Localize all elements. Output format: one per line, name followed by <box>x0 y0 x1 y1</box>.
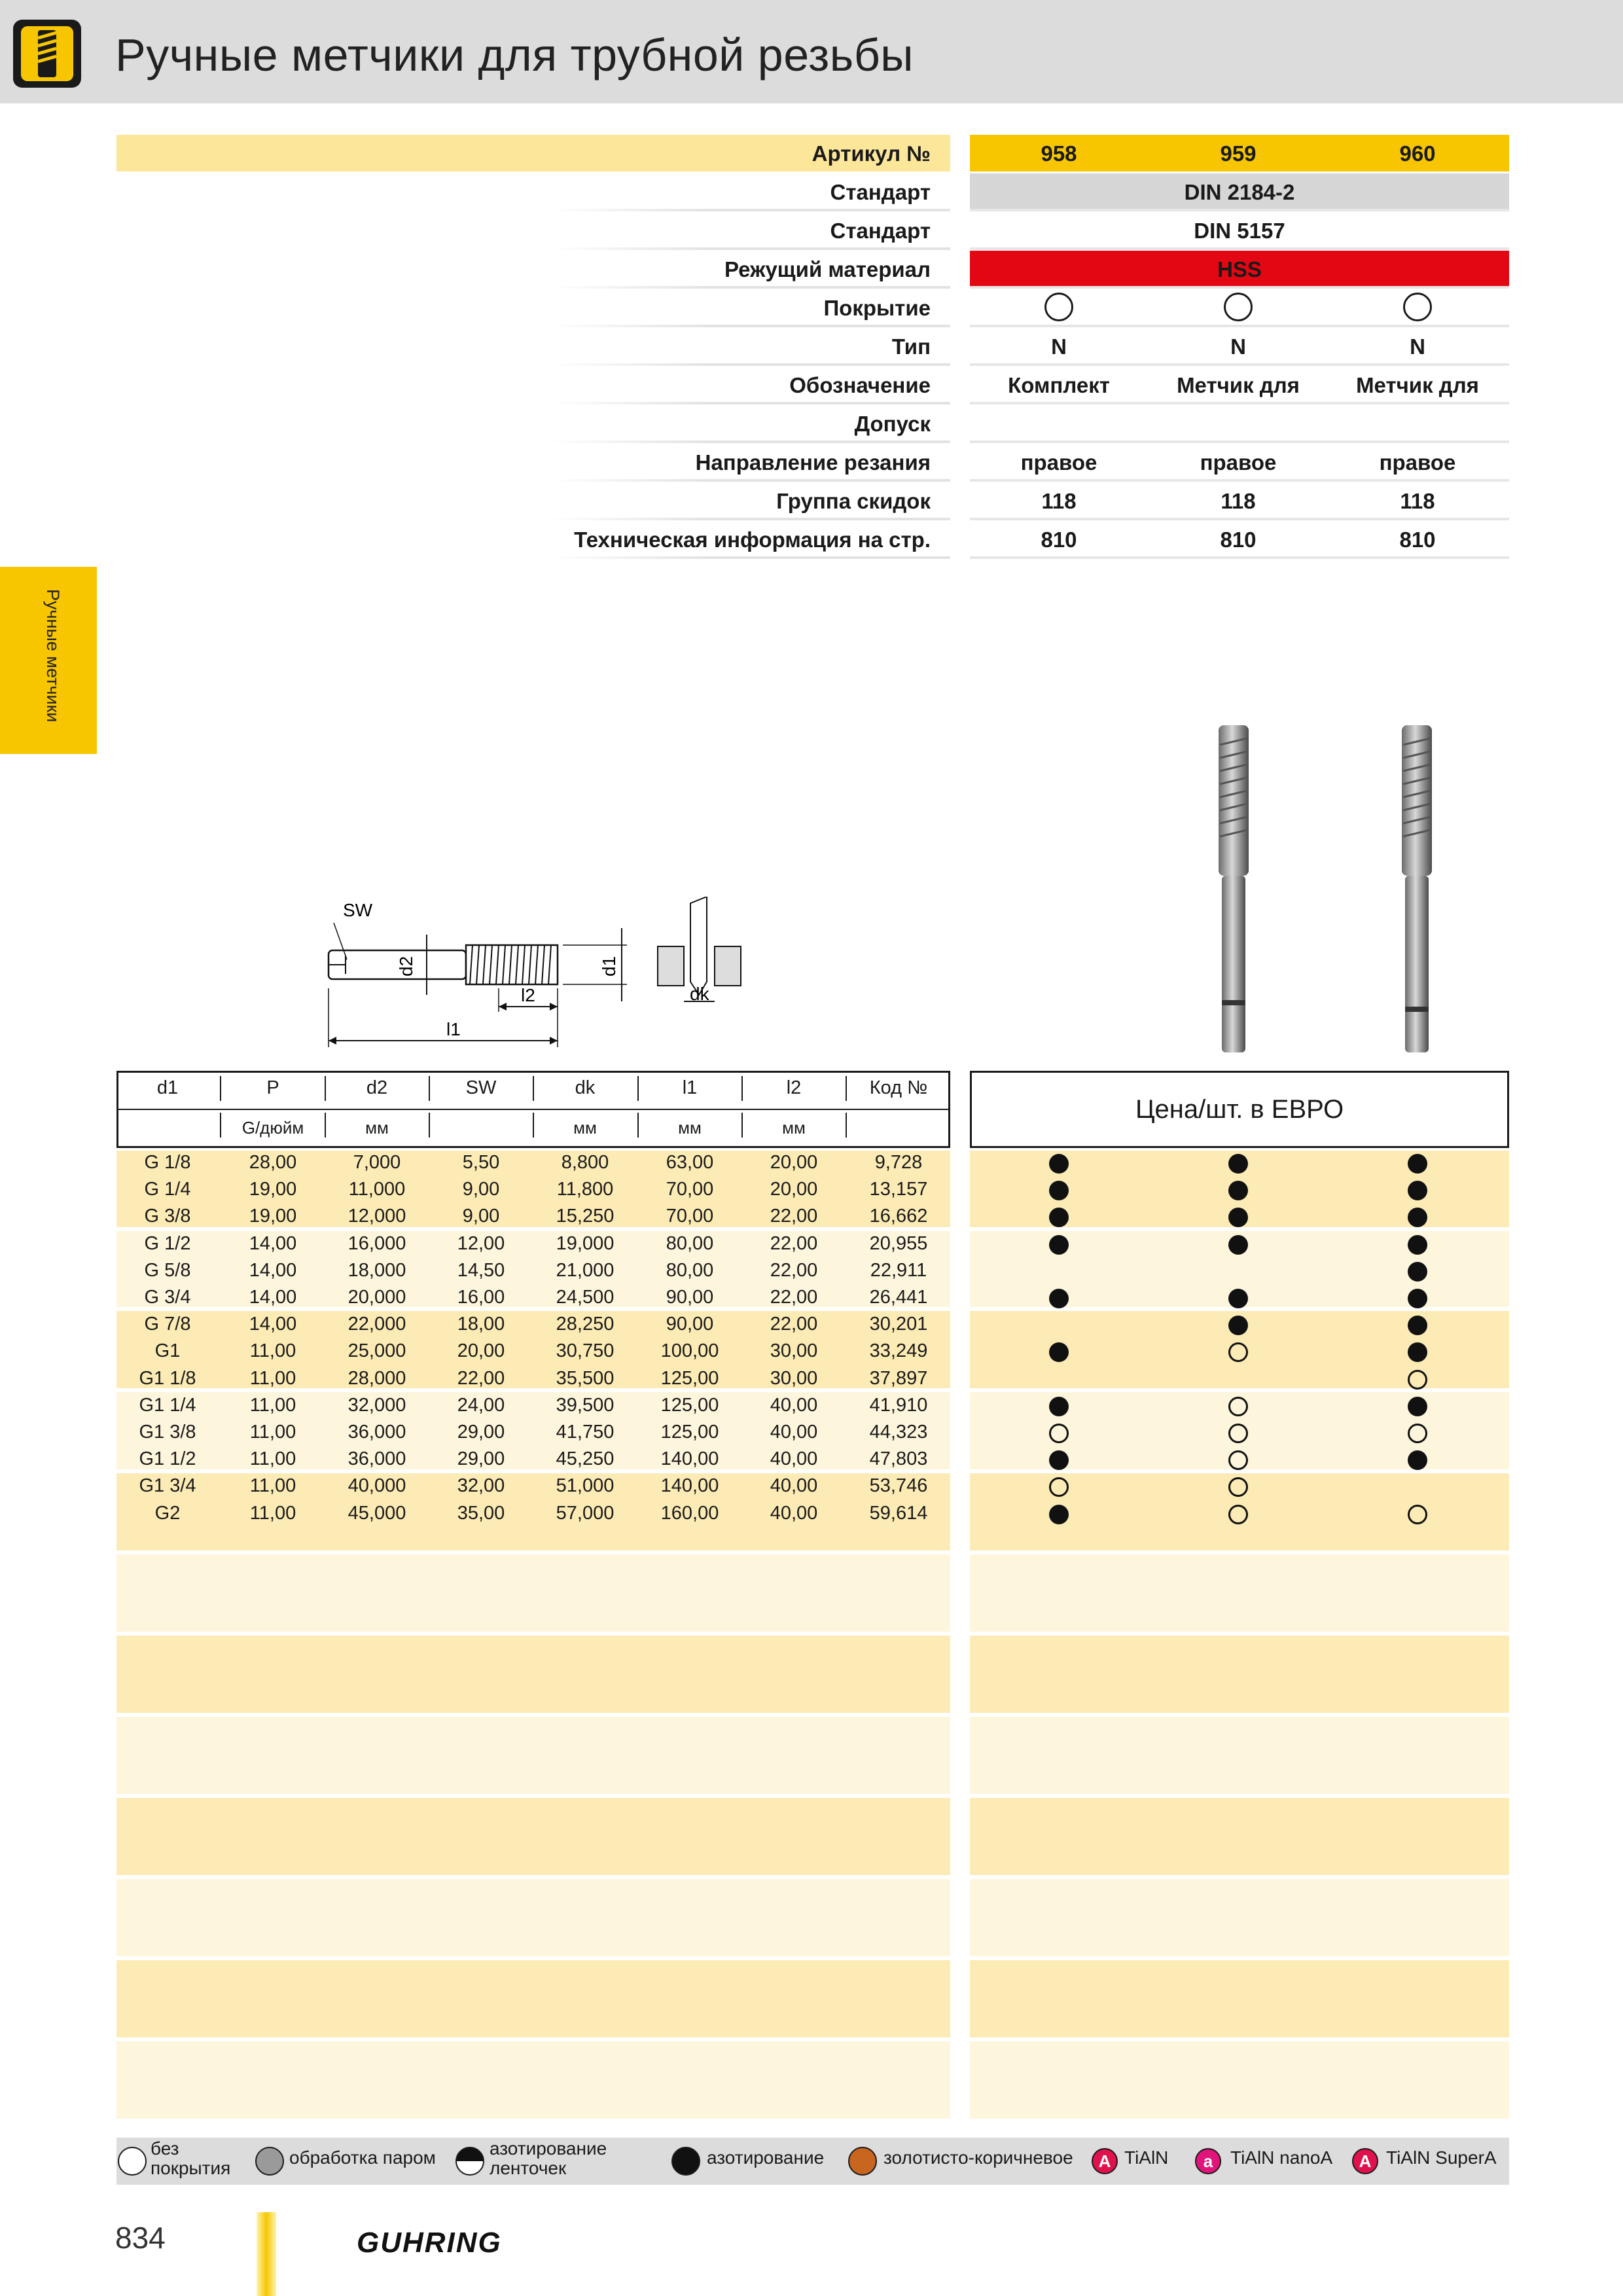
price-band <box>970 1717 1509 1794</box>
cell-dk: 57,000 <box>556 1502 615 1524</box>
cell-d2: 36,000 <box>348 1448 406 1470</box>
cell-SW: 18,00 <box>457 1314 505 1335</box>
cell-SW: 5,50 <box>462 1152 500 1173</box>
cell-dk: 19,000 <box>556 1232 615 1254</box>
row-divider <box>970 325 1509 327</box>
cell-P: 11,00 <box>249 1394 296 1416</box>
cell-l1: 140,00 <box>660 1448 719 1470</box>
header-separator <box>220 1076 221 1101</box>
col-header-4: dk <box>575 1077 596 1098</box>
cell-P: 19,00 <box>249 1206 297 1227</box>
header-separator <box>325 1076 326 1101</box>
col-unit-2: мм <box>365 1118 389 1138</box>
cell-l1: 90,00 <box>666 1287 714 1308</box>
cell-dk: 24,500 <box>556 1287 615 1308</box>
cell-l1: 125,00 <box>660 1422 719 1443</box>
cell-code: 41,910 <box>869 1394 928 1416</box>
table-band <box>116 1879 950 1956</box>
spec-value: 810 <box>1399 528 1436 552</box>
cell-SW: 9,00 <box>462 1179 500 1200</box>
spec-label-7: Допуск <box>854 412 931 436</box>
col-header-0: d1 <box>156 1077 179 1098</box>
row-divider <box>550 479 950 482</box>
label-d1: d1 <box>599 956 619 977</box>
cell-d1: G 3/8 <box>144 1206 191 1227</box>
cell-l1: 80,00 <box>666 1232 714 1254</box>
cell-d2: 28,000 <box>348 1367 406 1389</box>
footer-accent-bar <box>257 2212 276 2296</box>
row-divider <box>550 518 950 520</box>
cell-d2: 11,000 <box>348 1179 406 1200</box>
cell-P: 11,00 <box>249 1340 296 1362</box>
coating-uncoated-icon <box>1224 293 1253 321</box>
row-divider <box>970 556 1509 559</box>
cell-d2: 32,000 <box>348 1394 406 1416</box>
header-separator <box>637 1076 639 1101</box>
availability-open-icon[interactable] <box>1408 1424 1427 1443</box>
tap-photo-959 <box>1211 725 1257 1052</box>
header-divider <box>118 1109 949 1110</box>
price-band <box>970 1960 1509 2037</box>
cell-d1: G1 1/4 <box>139 1394 196 1416</box>
spec-value: Метчик для <box>1356 373 1479 397</box>
availability-dot-icon[interactable] <box>1049 1235 1069 1255</box>
header-separator <box>741 1076 743 1101</box>
legend-label-2: азотирование ленточек <box>490 2138 607 2178</box>
table-band <box>116 1636 950 1713</box>
cell-code: 44,323 <box>869 1422 928 1443</box>
spec-span-1: DIN 2184-2 <box>1184 180 1295 204</box>
cell-d2: 12,000 <box>348 1206 406 1227</box>
cell-d2: 45,000 <box>348 1502 406 1524</box>
row-divider <box>970 402 1509 404</box>
row-divider <box>970 286 1509 289</box>
cell-dk: 39,500 <box>556 1394 615 1416</box>
cell-SW: 22,00 <box>457 1367 505 1389</box>
cell-code: 9,728 <box>874 1152 923 1173</box>
col-header-3: SW <box>465 1077 497 1098</box>
legend-label-4: золотисто-коричневое <box>883 2147 1073 2168</box>
label-dk: dk <box>690 984 709 1004</box>
header-separator <box>533 1113 534 1138</box>
cell-l1: 100,00 <box>660 1340 719 1362</box>
legend-label-1: обработка паром <box>289 2147 436 2168</box>
spec-value: Комплект <box>1008 373 1110 397</box>
header-separator <box>846 1076 847 1101</box>
header-separator <box>637 1113 639 1138</box>
row-divider <box>550 440 950 443</box>
header-separator <box>533 1076 534 1101</box>
cell-code: 37,897 <box>869 1367 928 1389</box>
cell-code: 47,803 <box>869 1448 928 1470</box>
cell-l2: 30,00 <box>770 1367 818 1389</box>
cell-d2: 36,000 <box>348 1422 406 1443</box>
spec-span-3: HSS <box>1217 257 1262 281</box>
table-band <box>116 1554 950 1632</box>
legend-label-0: без покрытия <box>151 2138 231 2178</box>
availability-dot-icon[interactable] <box>1049 1450 1069 1470</box>
cell-code: 53,746 <box>869 1475 928 1497</box>
cell-d1: G 5/8 <box>144 1259 191 1281</box>
spec-label-6: Обозначение <box>789 373 931 397</box>
row-divider <box>970 247 1509 250</box>
availability-open-icon[interactable] <box>1228 1505 1248 1524</box>
spec-value: правое <box>1200 450 1277 475</box>
spec-label-10: Техническая информация на стр. <box>574 528 931 552</box>
availability-dot-icon[interactable] <box>1408 1262 1427 1282</box>
cell-d1: G1 1/8 <box>139 1367 196 1389</box>
availability-dot-icon[interactable] <box>1228 1316 1248 1335</box>
cell-dk: 51,000 <box>556 1475 615 1497</box>
brand-logo: GUHRING <box>357 2227 502 2259</box>
cell-code: 13,157 <box>869 1179 928 1200</box>
cell-l2: 40,00 <box>770 1502 818 1524</box>
spec-value: Метчик для <box>1177 373 1300 397</box>
cell-dk: 45,250 <box>556 1448 615 1470</box>
availability-open-icon[interactable] <box>1228 1424 1248 1443</box>
availability-open-icon[interactable] <box>1228 1450 1248 1470</box>
header-separator <box>325 1113 326 1138</box>
price-band <box>970 1636 1509 1713</box>
tap-category-icon <box>13 20 81 88</box>
table-band <box>116 1798 950 1875</box>
availability-dot-icon[interactable] <box>1408 1316 1427 1335</box>
spec-value: N <box>1230 334 1246 359</box>
label-l2: l2 <box>521 985 535 1005</box>
cell-l2: 22,00 <box>770 1206 818 1227</box>
cell-l1: 140,00 <box>660 1475 719 1497</box>
cell-l2: 22,00 <box>770 1259 818 1281</box>
availability-open-icon[interactable] <box>1049 1424 1069 1443</box>
spec-value: правое <box>1379 450 1456 475</box>
row-divider <box>550 286 950 289</box>
col-header-6: l2 <box>786 1077 802 1098</box>
table-band <box>116 1960 950 2037</box>
header-separator <box>220 1113 221 1138</box>
cell-d1: G 1/2 <box>144 1232 191 1254</box>
availability-dot-icon[interactable] <box>1408 1235 1427 1255</box>
cell-l2: 40,00 <box>770 1475 818 1497</box>
legend-label-7: TiAlN SuperA <box>1386 2147 1497 2168</box>
row-divider <box>970 363 1509 366</box>
cell-P: 11,00 <box>249 1502 296 1524</box>
row-divider <box>970 479 1509 482</box>
cell-d1: G1 <box>154 1340 181 1362</box>
coating-ring-icon <box>118 2147 147 2176</box>
spec-value: правое <box>1020 450 1097 475</box>
tap-photo-960 <box>1394 725 1440 1052</box>
spec-label-3: Режущий материал <box>724 257 931 281</box>
col-unit-5: мм <box>678 1118 702 1138</box>
cell-P: 14,00 <box>249 1314 297 1335</box>
col-header-7: Код № <box>869 1077 928 1098</box>
price-band <box>970 2041 1509 2119</box>
header-separator <box>741 1113 743 1138</box>
cell-dk: 35,500 <box>556 1367 615 1389</box>
spec-label-8: Направление резания <box>695 450 931 475</box>
cell-P: 19,00 <box>249 1179 297 1200</box>
availability-dot-icon[interactable] <box>1228 1181 1248 1200</box>
cell-dk: 8,800 <box>561 1152 609 1173</box>
availability-open-icon[interactable] <box>1228 1397 1248 1416</box>
cell-P: 11,00 <box>249 1367 296 1389</box>
cell-SW: 9,00 <box>462 1206 500 1227</box>
spec-label-9: Группа скидок <box>776 489 931 513</box>
coating-badge-pink-icon: a <box>1195 2148 1221 2174</box>
cell-l2: 22,00 <box>770 1287 818 1308</box>
spec-label-2: Стандарт <box>830 219 931 243</box>
label-d2: d2 <box>396 956 416 977</box>
coating-badge-red2-icon: A <box>1352 2148 1378 2174</box>
cell-dk: 41,750 <box>556 1422 615 1443</box>
cell-P: 28,00 <box>249 1152 297 1173</box>
col-header-5: l1 <box>682 1077 698 1098</box>
row-divider <box>550 556 950 559</box>
cell-d2: 22,000 <box>348 1314 406 1335</box>
spec-value: 118 <box>1400 489 1435 513</box>
cell-dk: 15,250 <box>556 1206 615 1227</box>
row-divider <box>970 440 1509 443</box>
availability-dot-icon[interactable] <box>1049 1289 1069 1308</box>
cell-SW: 16,00 <box>457 1287 505 1308</box>
cell-P: 14,00 <box>249 1259 297 1281</box>
cell-d2: 7,000 <box>353 1152 401 1173</box>
cell-P: 11,00 <box>249 1475 296 1497</box>
cell-code: 20,955 <box>869 1232 928 1254</box>
price-header-label: Цена/шт. в ЕВРО <box>1135 1095 1344 1124</box>
availability-dot-icon[interactable] <box>1049 1154 1069 1174</box>
availability-open-icon[interactable] <box>1408 1370 1427 1390</box>
cell-d1: G1 1/2 <box>139 1448 196 1470</box>
cell-SW: 35,00 <box>457 1502 505 1524</box>
cell-code: 33,249 <box>869 1340 928 1362</box>
availability-open-icon[interactable] <box>1408 1505 1427 1524</box>
cell-d1: G 7/8 <box>144 1314 191 1335</box>
coating-gray-icon <box>255 2147 284 2176</box>
row-divider <box>970 518 1509 520</box>
spec-value: 958 <box>1041 141 1077 166</box>
spec-value: 959 <box>1220 141 1257 166</box>
cell-l2: 22,00 <box>770 1314 818 1335</box>
spec-label-0: Артикул № <box>812 141 931 166</box>
coating-uncoated-icon <box>1044 293 1073 321</box>
cell-SW: 29,00 <box>457 1448 505 1470</box>
cell-l2: 20,00 <box>770 1152 818 1173</box>
col-header-1: P <box>266 1077 279 1098</box>
col-unit-1: G/дюйм <box>241 1118 304 1138</box>
tap-dimension-drawing <box>314 897 772 1054</box>
cell-SW: 20,00 <box>457 1340 505 1362</box>
cell-l2: 40,00 <box>770 1394 818 1416</box>
cell-SW: 12,00 <box>457 1232 505 1254</box>
legend-label-3: азотирование <box>707 2147 825 2168</box>
cell-d2: 20,000 <box>348 1287 406 1308</box>
cell-l1: 160,00 <box>660 1502 719 1524</box>
price-band <box>970 1554 1509 1632</box>
availability-dot-icon[interactable] <box>1228 1154 1248 1174</box>
cell-P: 14,00 <box>249 1287 297 1308</box>
cell-d1: G1 3/8 <box>139 1422 196 1443</box>
col-header-2: d2 <box>366 1077 388 1098</box>
price-band <box>970 1879 1509 1956</box>
spec-span-2: DIN 5157 <box>1194 219 1285 243</box>
cell-dk: 30,750 <box>556 1340 615 1362</box>
cell-code: 59,614 <box>869 1502 928 1524</box>
cell-code: 26,441 <box>869 1287 928 1308</box>
label-l1: l1 <box>446 1019 461 1039</box>
header-separator <box>846 1113 847 1138</box>
cell-P: 11,00 <box>249 1448 296 1470</box>
price-band <box>970 1798 1509 1875</box>
coating-brown-icon <box>848 2147 877 2176</box>
cell-l1: 80,00 <box>666 1259 714 1281</box>
cell-d2: 40,000 <box>348 1475 406 1497</box>
cell-P: 14,00 <box>249 1232 297 1254</box>
cell-d2: 18,000 <box>348 1259 406 1281</box>
cell-dk: 11,800 <box>556 1179 614 1200</box>
cell-d2: 16,000 <box>348 1232 406 1254</box>
page-title: Ручные метчики для трубной резьбы <box>115 29 914 81</box>
availability-dot-icon[interactable] <box>1049 1505 1069 1524</box>
availability-dot-icon[interactable] <box>1228 1289 1248 1308</box>
spec-label-4: Покрытие <box>823 296 931 320</box>
cell-P: 11,00 <box>249 1422 296 1443</box>
page-number: 834 <box>115 2221 166 2255</box>
coating-uncoated-icon <box>1403 293 1432 321</box>
cell-SW: 24,00 <box>457 1394 505 1416</box>
cell-l1: 63,00 <box>666 1152 714 1173</box>
cell-d1: G 1/4 <box>144 1179 191 1200</box>
availability-dot-icon[interactable] <box>1049 1397 1069 1416</box>
row-divider <box>550 325 950 327</box>
section-tab-label: Ручные метчики <box>43 589 63 723</box>
coating-black-icon <box>671 2147 700 2176</box>
cell-d2: 25,000 <box>348 1340 406 1362</box>
legend-label-5: TiAlN <box>1124 2147 1169 2168</box>
cell-l2: 30,00 <box>770 1340 818 1362</box>
price-header <box>970 1071 1509 1148</box>
availability-dot-icon[interactable] <box>1408 1397 1427 1416</box>
col-unit-6: мм <box>782 1118 806 1138</box>
availability-dot-icon[interactable] <box>1228 1235 1248 1255</box>
cell-l2: 22,00 <box>770 1232 818 1254</box>
cell-dk: 28,250 <box>556 1314 615 1335</box>
cell-l1: 90,00 <box>666 1314 714 1335</box>
header-separator <box>429 1076 430 1101</box>
spec-label-5: Тип <box>891 334 931 359</box>
spec-value: N <box>1051 334 1067 359</box>
cell-code: 16,662 <box>869 1206 928 1227</box>
cell-l2: 40,00 <box>770 1448 818 1470</box>
cell-code: 30,201 <box>869 1314 928 1335</box>
cell-d1: G2 <box>154 1502 181 1524</box>
coating-half-icon <box>455 2147 484 2176</box>
cell-l1: 70,00 <box>666 1179 714 1200</box>
availability-dot-icon[interactable] <box>1408 1289 1427 1308</box>
cell-SW: 29,00 <box>457 1422 505 1443</box>
table-band <box>116 1717 950 1794</box>
availability-dot-icon[interactable] <box>1408 1181 1427 1200</box>
cell-code: 22,911 <box>870 1259 927 1281</box>
spec-value: N <box>1410 334 1425 359</box>
spec-value: 810 <box>1220 528 1257 552</box>
row-divider <box>550 209 950 211</box>
cell-l1: 125,00 <box>660 1394 719 1416</box>
spec-value: 810 <box>1041 528 1077 552</box>
col-unit-4: мм <box>573 1118 597 1138</box>
spec-value: 118 <box>1221 489 1256 513</box>
availability-dot-icon[interactable] <box>1408 1154 1427 1174</box>
cell-d1: G1 3/4 <box>139 1475 196 1497</box>
cell-l2: 20,00 <box>770 1179 818 1200</box>
availability-dot-icon[interactable] <box>1049 1181 1069 1200</box>
cell-l2: 40,00 <box>770 1422 818 1443</box>
spec-value: 960 <box>1399 141 1436 166</box>
row-divider <box>970 209 1509 211</box>
header-separator <box>429 1113 430 1138</box>
row-divider <box>550 363 950 366</box>
cell-dk: 21,000 <box>556 1259 615 1281</box>
spec-value: 118 <box>1041 489 1077 513</box>
coating-badge-red-icon: A <box>1092 2148 1118 2174</box>
availability-dot-icon[interactable] <box>1408 1450 1427 1470</box>
spec-label-1: Стандарт <box>830 180 931 204</box>
cell-l1: 70,00 <box>666 1206 714 1227</box>
table-band <box>116 2041 950 2119</box>
row-divider <box>550 247 950 250</box>
cell-SW: 32,00 <box>457 1475 505 1497</box>
row-divider <box>550 402 950 404</box>
cell-d1: G 3/4 <box>144 1287 191 1308</box>
cell-SW: 14,50 <box>457 1259 505 1281</box>
cell-l1: 125,00 <box>660 1367 719 1389</box>
label-sw: SW <box>343 900 373 920</box>
legend-label-6: TiAlN nanoA <box>1230 2147 1333 2168</box>
cell-d1: G 1/8 <box>144 1152 191 1173</box>
